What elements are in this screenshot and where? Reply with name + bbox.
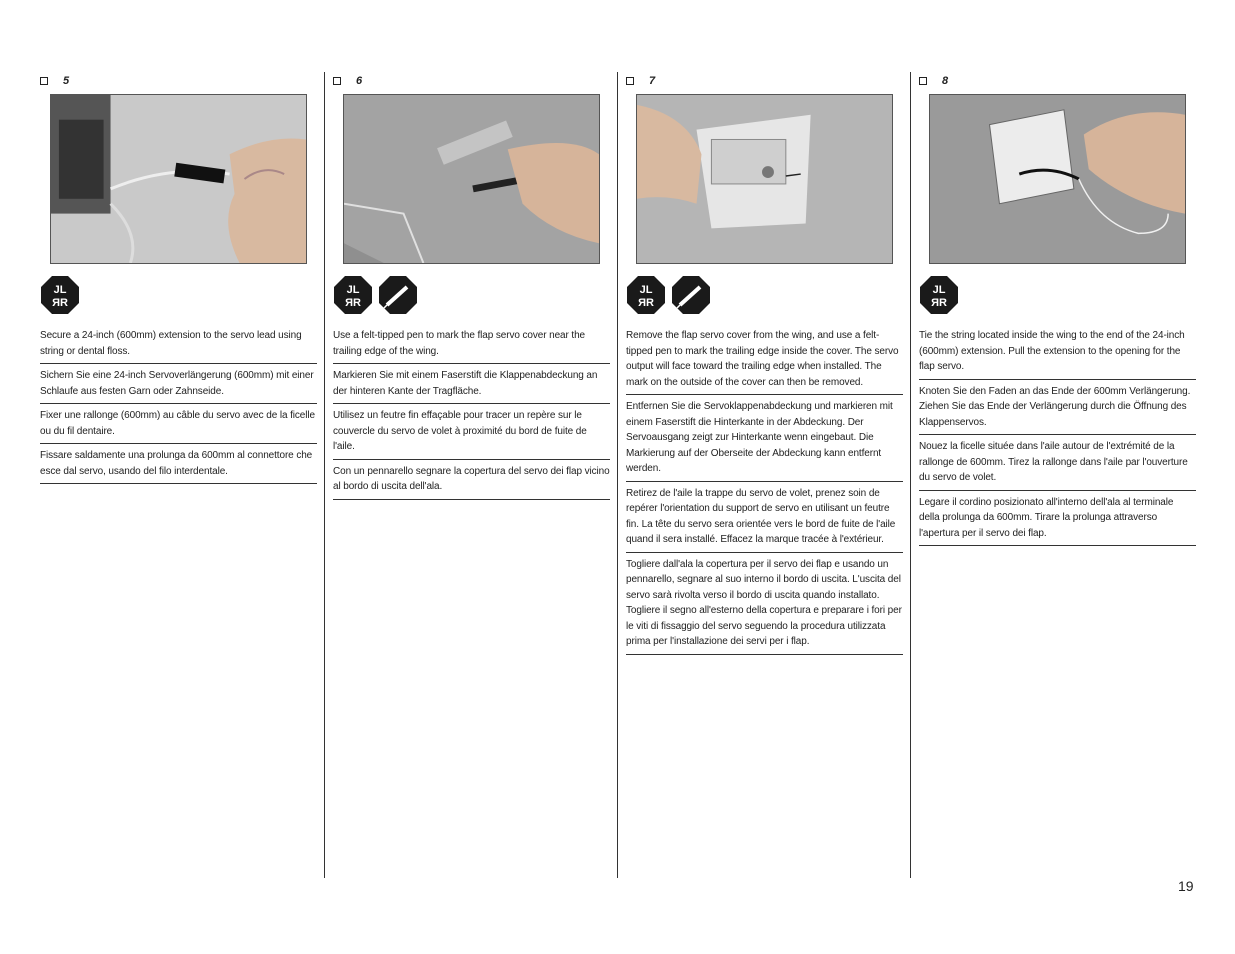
paragraph-en: Remove the flap servo cover from the wing, and use a felt-tipped pen to mark the trailing edge inside the cover. The servo output will face toward the trailing edge when installed. The mark on the outside of the cover can then be removed. xyxy=(626,324,903,395)
icon-row xyxy=(40,275,80,315)
step-number: 7 xyxy=(649,75,656,87)
column-divider xyxy=(910,72,911,878)
paragraph-en: Tie the string located inside the wing to the end of the 24-inch (600mm) extension. Pull the extension to the opening for the flap servo. xyxy=(919,324,1196,380)
step-header xyxy=(626,72,903,90)
paragraph-fr: Utilisez un feutre fin effaçable pour tracer un repère sur le couvercle du servo de volet à proximité du bord de fuite de l'aile. xyxy=(333,404,610,460)
paragraph-de: Knoten Sie den Faden an das Ende der 600mm Verlängerung. Ziehen Sie das Ende der Verlängerung durch die Öffnung des Klappenservos. xyxy=(919,380,1196,436)
reverse-wing-icon xyxy=(626,275,666,315)
step-photo xyxy=(50,94,307,264)
instruction-text xyxy=(919,324,1196,546)
icon-row xyxy=(333,275,418,315)
step-header xyxy=(40,72,317,90)
step-number: 8 xyxy=(942,75,949,87)
paragraph-en: Use a felt-tipped pen to mark the flap servo cover near the trailing edge of the wing. xyxy=(333,324,610,364)
step-header xyxy=(333,72,610,90)
paragraph-de: Markieren Sie mit einem Faserstift die Klappenabdeckung an der hinteren Kante der Tragfläche. xyxy=(333,364,610,404)
page-number: 19 xyxy=(1178,878,1194,894)
instruction-text xyxy=(40,324,317,484)
paragraph-fr: Retirez de l'aile la trappe du servo de volet, prenez soin de repérer l'orientation du support de servo en utilisant un feutre fin. La tête du servo sera orientée vers le bord de fuite de l'aile quand il sera installé. Effacez la marque tracée à l'extérieur. xyxy=(626,482,903,553)
paragraph-it: Togliere dall'ala la copertura per il servo dei flap e usando un pennarello, segnare al suo interno il bordo di uscita. L'uscita del servo sarà rivolta verso il bordo di uscita quando installato. Togliere il segno all'esterno della copertura e preparare i fori per le viti di fissaggio del servo seguendo la procedura utilizzata prima per l'installazione dei servi per i flap. xyxy=(626,553,903,655)
svg-text:JL: JL xyxy=(346,284,360,296)
reverse-wing-icon xyxy=(40,275,80,315)
svg-text:JL: JL xyxy=(53,284,67,296)
step-5 xyxy=(40,72,317,477)
svg-text:JL: JL xyxy=(932,284,946,296)
icon-row xyxy=(626,275,711,315)
checkbox[interactable] xyxy=(333,77,341,85)
paragraph-it: Legare il cordino posizionato all'interno dell'ala al terminale della prolunga da 600mm. Tirare la prolunga attraverso l'apertura per il servo dei flap. xyxy=(919,491,1196,547)
step-8 xyxy=(919,72,1196,539)
checkbox[interactable] xyxy=(40,77,48,85)
step-7 xyxy=(626,72,903,647)
svg-text:ЯR: ЯR xyxy=(638,297,654,309)
step-photo xyxy=(636,94,893,264)
step-photo xyxy=(343,94,600,264)
paragraph-fr: Fixer une rallonge (600mm) au câble du servo avec de la ficelle ou du fil dentaire. xyxy=(40,404,317,444)
step-header xyxy=(919,72,1196,90)
svg-text:ЯR: ЯR xyxy=(52,297,68,309)
step-number: 6 xyxy=(356,75,363,87)
icon-row xyxy=(919,275,959,315)
reverse-wing-icon xyxy=(919,275,959,315)
paragraph-fr: Nouez la ficelle située dans l'aile autour de l'extrémité de la rallonge de 600mm. Tirez la rallonge dans l'aile par l'ouverture du servo de volet. xyxy=(919,435,1196,491)
paragraph-it: Fissare saldamente una prolunga da 600mm al connettore che esce dal servo, usando del filo interdentale. xyxy=(40,444,317,484)
svg-text:ЯR: ЯR xyxy=(931,297,947,309)
felt-pen-icon xyxy=(671,275,711,315)
instruction-text xyxy=(626,324,903,655)
felt-pen-icon xyxy=(378,275,418,315)
paragraph-de: Sichern Sie eine 24-inch Servoverlängerung (600mm) mit einer Schlaufe aus festen Garn oder Zahnseide. xyxy=(40,364,317,404)
svg-text:ЯR: ЯR xyxy=(345,297,361,309)
instruction-text xyxy=(333,324,610,500)
checkbox[interactable] xyxy=(626,77,634,85)
paragraph-en: Secure a 24-inch (600mm) extension to the servo lead using string or dental floss. xyxy=(40,324,317,364)
column-divider xyxy=(324,72,325,878)
paragraph-it: Con un pennarello segnare la copertura del servo dei flap vicino al bordo di uscita dell'ala. xyxy=(333,460,610,500)
svg-text:JL: JL xyxy=(639,284,653,296)
step-photo xyxy=(929,94,1186,264)
column-divider xyxy=(617,72,618,878)
step-6 xyxy=(333,72,610,492)
paragraph-de: Entfernen Sie die Servoklappenabdeckung und markieren mit einem Faserstift die Hinterkante in der Abdeckung. Der Servoausgang zeigt zur Hinterkante wenn eingebaut. Die Markierung auf der Oberseite der Abdeckung kann entfernt werden. xyxy=(626,395,903,482)
reverse-wing-icon xyxy=(333,275,373,315)
checkbox[interactable] xyxy=(919,77,927,85)
step-number: 5 xyxy=(63,75,70,87)
